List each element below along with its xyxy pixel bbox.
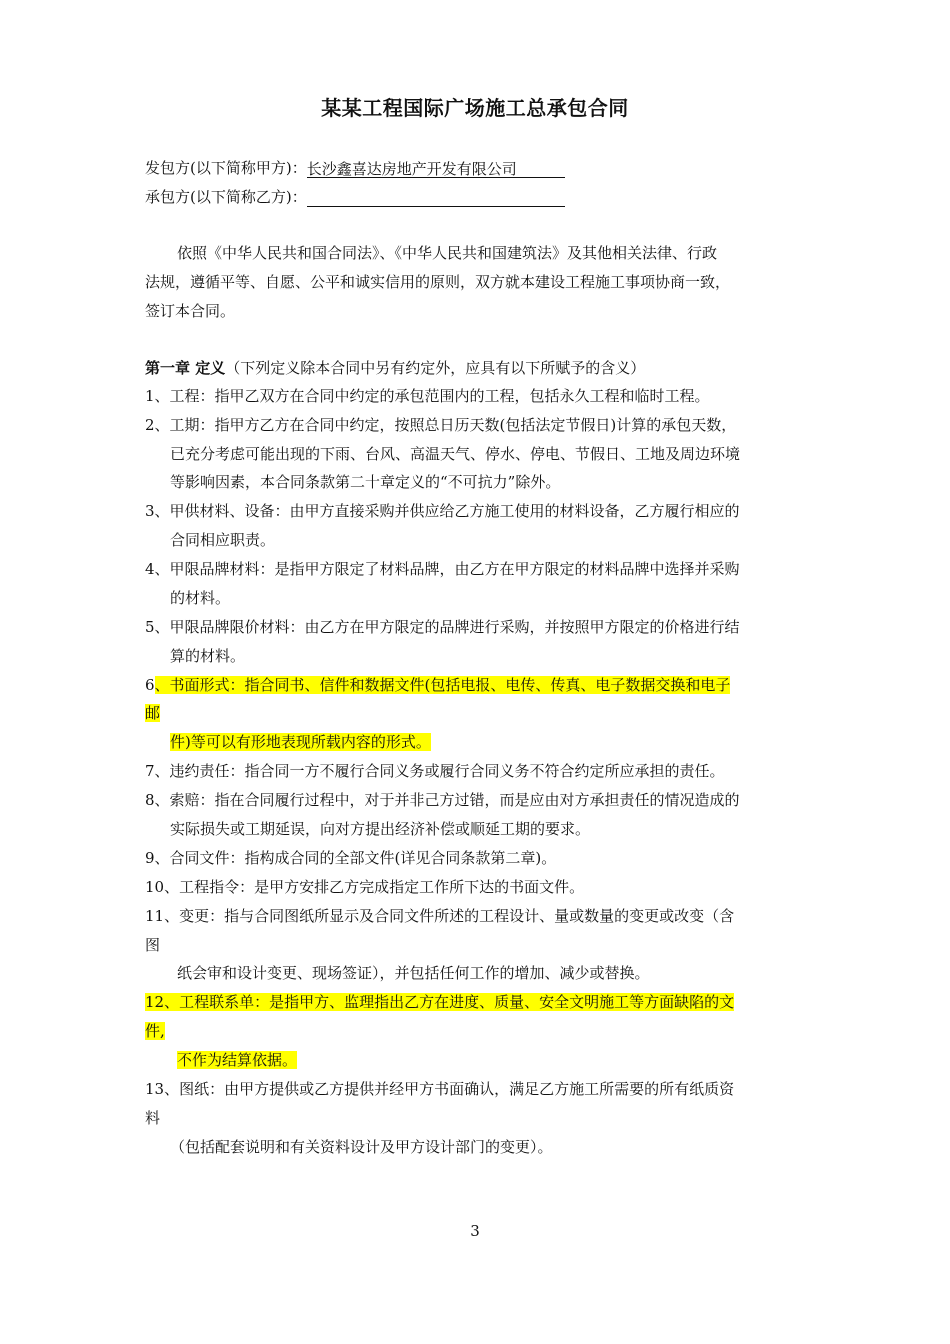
item-12-wrap-highlight: 件, [145,1022,165,1040]
contract-title: 某某工程国际广场施工总承包合同 [321,96,629,120]
intro-line-1: 依照《中华人民共和国合同法》、《中华人民共和国建筑法》及其他相关法律、行政 [177,244,718,262]
item-6-line-3 [170,732,431,752]
item-8-line-2: 实际损失或工期延误，向对方提出经济补偿或顺延工期的要求。 [170,820,591,838]
item-2-line-2: 已充分考虑可能出现的下雨、台风、高温天气、停水、停电、节假日、工地及周边环境 [170,445,741,463]
intro-line-2: 法规，遵循平等、自愿、公平和诚实信用的原则，双方就本建设工程施工事项协商一致， [145,273,731,291]
item-6-line-1 [145,675,730,695]
party-a-line [145,158,565,178]
item-6-number: 6 [145,676,155,694]
item-6-end-highlight: 件)等可以有形地表现所载内容的形式。 [170,733,431,751]
item-12-line-2 [145,1021,165,1041]
item-12-text-highlight: 12、工程联系单：是指甲方、监理指出乙方在进度、质量、安全文明施工等方面缺陷的文 [145,993,735,1011]
item-2-line-3: 等影响因素，本合同条款第二十章定义的“不可抗力”除外。 [170,473,561,491]
item-4-line-1: 4、甲限品牌材料：是指甲方限定了材料品牌，由乙方在甲方限定的材料品牌中选择并采购 [145,560,740,578]
item-6-line-2 [145,703,160,723]
page-number: 3 [470,1222,480,1240]
item-6-text-highlight: 、书面形式：指合同书、信件和数据文件(包括电报、电传、传真、电子数据交换和电子 [154,676,731,694]
item-3-line-1: 3、甲供材料、设备：由甲方直接采购并供应给乙方施工使用的材料设备，乙方履行相应的 [145,502,740,520]
party-a-label: 发包方(以下简称甲方)： [145,159,307,177]
item-11-line-1: 11、变更：指与合同图纸所显示及合同文件所述的工程设计、量或数量的变更或改变（含 [145,907,735,925]
item-12-line-1 [145,992,734,1012]
item-2-line-1: 2、工期：指甲方乙方在合同中约定，按照总日历天数(包括法定节假日)计算的承包天数， [145,416,737,434]
item-7: 7、违约责任：指合同一方不履行合同义务或履行合同义务不符合约定所应承担的责任。 [145,762,725,780]
chapter-heading-line [145,358,645,378]
item-9: 9、合同文件：指构成合同的全部文件(详见合同条款第二章)。 [145,849,557,867]
item-11-line-3: 纸会审和设计变更、现场签证），并包括任何工作的增加、减少或替换。 [177,964,650,982]
item-1: 1、工程：指甲乙双方在合同中约定的承包范围内的工程，包括永久工程和临时工程。 [145,387,710,405]
item-6-wrap-highlight: 邮 [145,704,161,722]
chapter-heading: 第一章 定义 [145,359,226,377]
item-10: 10、工程指令：是甲方安排乙方完成指定工作所下达的书面文件。 [145,878,585,896]
item-4-line-2: 的材料。 [170,589,231,607]
party-b-value [307,188,565,207]
item-5-line-1: 5、甲限品牌限价材料：由乙方在甲方限定的品牌进行采购，并按照甲方限定的价格进行结 [145,618,740,636]
item-13-line-2: 料 [145,1109,161,1127]
party-a-value: 长沙鑫喜达房地产开发有限公司 [307,159,565,178]
party-b-label: 承包方(以下简称乙方)： [145,188,307,206]
item-13-line-3: （包括配套说明和有关资料设计及甲方设计部门的变更）。 [170,1138,553,1156]
item-12-line-3 [177,1050,297,1070]
item-3-line-2: 合同相应职责。 [170,531,276,549]
party-b-line [145,187,565,207]
intro-line-3: 签订本合同。 [145,302,236,320]
item-13-line-1: 13、图纸：由甲方提供或乙方提供并经甲方书面确认，满足乙方施工所需要的所有纸质资 [145,1080,735,1098]
item-8-line-1: 8、索赔：指在合同履行过程中，对于并非己方过错，而是应由对方承担责任的情况造成的 [145,791,740,809]
chapter-note: （下列定义除本合同中另有约定外，应具有以下所赋予的含义） [225,359,646,377]
item-12-end-highlight: 不作为结算依据。 [177,1051,298,1069]
item-11-line-2: 图 [145,936,161,954]
item-5-line-2: 算的材料。 [170,647,246,665]
